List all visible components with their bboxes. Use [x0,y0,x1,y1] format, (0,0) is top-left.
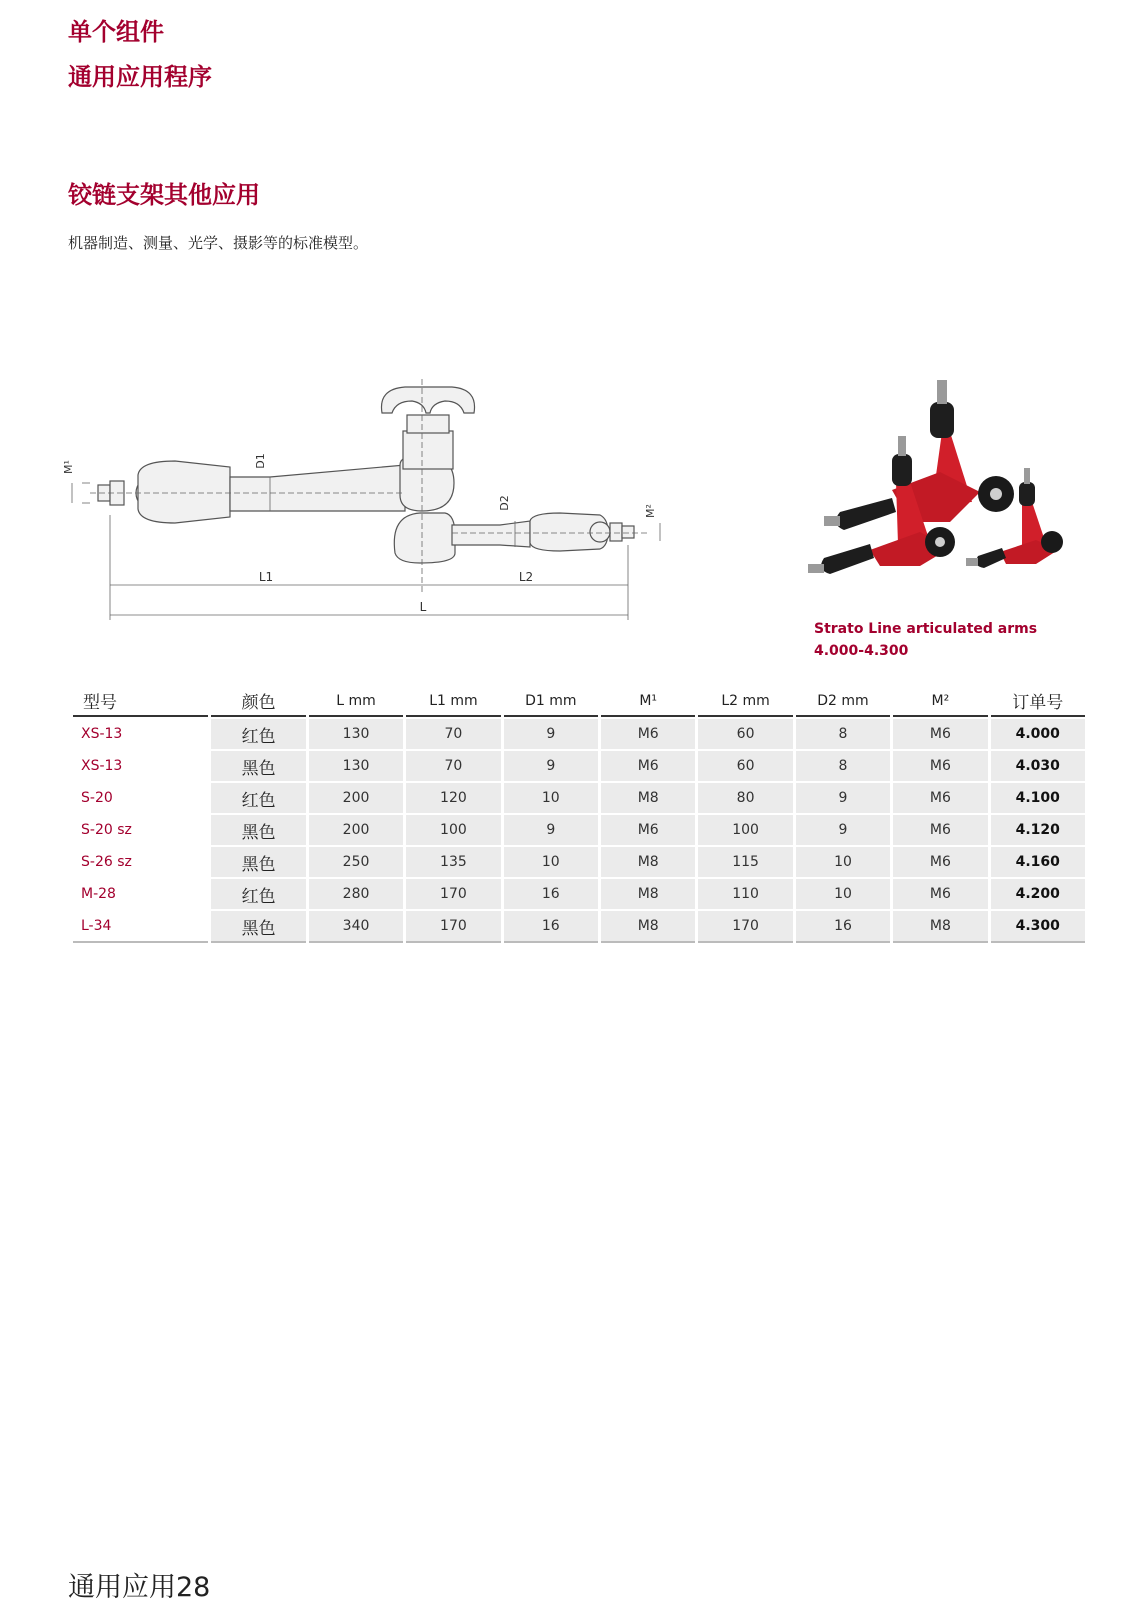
col-header-model: 型号 [73,684,208,717]
right-tip-thread [622,526,634,538]
label-l1: L1 [258,570,274,584]
technical-drawing [60,375,700,625]
right-ball-joint [590,522,610,542]
cell-d2: 16 [796,911,890,943]
label-d1: D1 [254,453,267,469]
label-l2: L2 [518,570,534,584]
cell-l2: 80 [698,783,792,813]
col-header-color: 颜色 [211,684,305,717]
right-tip-nut [610,523,622,541]
col-header-m2: M² [893,684,987,717]
table-row [73,751,1085,781]
col-header-m1: M¹ [601,684,695,717]
col-header-order: 订单号 [991,684,1085,717]
cell-model: XS-13 [73,719,208,749]
cell-m1: M6 [601,751,695,781]
clamp-spindle [403,431,453,469]
cell-m1: M8 [601,783,695,813]
cell-color: 红色 [211,879,305,909]
cell-l1: 70 [406,751,500,781]
cell-d1: 9 [504,815,598,845]
cell-model: S-20 sz [73,815,208,845]
table-row [73,847,1085,877]
left-handle [138,461,230,523]
cell-l: 200 [309,783,403,813]
label-m2: M² [644,504,657,518]
cell-l2: 100 [698,815,792,845]
section-description: 机器制造、测量、光学、摄影等的标准模型。 [68,234,369,252]
col-header-l1: L1 mm [406,684,500,717]
col-header-d1: D1 mm [504,684,598,717]
cell-order-number: 4.030 [991,751,1085,781]
table-row [73,911,1085,943]
page-subtitle: 通用应用程序 [68,63,212,91]
cell-l2: 110 [698,879,792,909]
cell-l: 340 [309,911,403,943]
cell-order-number: 4.000 [991,719,1085,749]
product-photo [800,372,1100,597]
table-row [73,783,1085,813]
caption-range: 4.000-4.300 [814,643,909,659]
cell-m1: M8 [601,879,695,909]
cell-m1: M8 [601,847,695,877]
cell-m1: M8 [601,911,695,943]
cell-color: 黑色 [211,847,305,877]
cell-d1: 9 [504,751,598,781]
cell-m2: M6 [893,751,987,781]
section-title: 铰链支架其他应用 [68,181,260,209]
cell-d2: 8 [796,751,890,781]
cell-l1: 100 [406,815,500,845]
cell-l: 130 [309,751,403,781]
cell-model: XS-13 [73,751,208,781]
cell-d2: 9 [796,783,890,813]
clamp-knob [381,387,474,413]
cell-l2: 115 [698,847,792,877]
cell-model: L-34 [73,911,208,943]
label-m1: M¹ [62,460,75,474]
cell-l1: 170 [406,911,500,943]
cell-l: 250 [309,847,403,877]
large-articulated-arm [824,380,1014,530]
cell-d1: 10 [504,783,598,813]
cell-d1: 16 [504,911,598,943]
cell-m2: M6 [893,783,987,813]
cell-order-number: 4.160 [991,847,1085,877]
cell-color: 黑色 [211,911,305,943]
cell-l2: 170 [698,911,792,943]
cell-m1: M6 [601,719,695,749]
cell-m2: M8 [893,911,987,943]
right-arm [452,521,530,547]
cell-m1: M6 [601,815,695,845]
cell-l: 280 [309,879,403,909]
lower-joint [394,513,455,563]
cell-model: M-28 [73,879,208,909]
left-arm [230,465,405,511]
cell-model: S-26 sz [73,847,208,877]
page-title: 单个组件 [68,18,164,46]
small-articulated-arm [966,468,1063,568]
page-footer: 通用应用28 [68,1572,211,1603]
col-header-l2: L2 mm [698,684,792,717]
label-l: L [419,600,427,614]
cell-d1: 9 [504,719,598,749]
cell-d2: 10 [796,847,890,877]
cell-l: 130 [309,719,403,749]
cell-l1: 70 [406,719,500,749]
cell-order-number: 4.300 [991,911,1085,943]
cell-model: S-20 [73,783,208,813]
cell-d1: 10 [504,847,598,877]
col-header-l: L mm [309,684,403,717]
cell-l: 200 [309,815,403,845]
photo-caption [814,618,1037,662]
cell-order-number: 4.100 [991,783,1085,813]
cell-l2: 60 [698,751,792,781]
cell-m2: M6 [893,719,987,749]
cell-l1: 135 [406,847,500,877]
table-row [73,719,1085,749]
cell-order-number: 4.120 [991,815,1085,845]
cell-color: 红色 [211,783,305,813]
cell-d1: 16 [504,879,598,909]
cell-l1: 120 [406,783,500,813]
cell-d2: 8 [796,719,890,749]
cell-d2: 10 [796,879,890,909]
cell-color: 红色 [211,719,305,749]
cell-l1: 170 [406,879,500,909]
cell-order-number: 4.200 [991,879,1085,909]
cell-d2: 9 [796,815,890,845]
table-row [73,879,1085,909]
cell-m2: M6 [893,815,987,845]
table-header-row [73,684,1085,717]
clamp-collar [407,415,449,433]
label-d2: D2 [498,495,511,511]
cell-color: 黑色 [211,751,305,781]
caption-title: Strato Line articulated arms [814,621,1038,637]
cell-l2: 60 [698,719,792,749]
table-row [73,815,1085,845]
cell-color: 黑色 [211,815,305,845]
cell-m2: M6 [893,879,987,909]
cell-m2: M6 [893,847,987,877]
spec-table [70,682,1088,945]
col-header-d2: D2 mm [796,684,890,717]
